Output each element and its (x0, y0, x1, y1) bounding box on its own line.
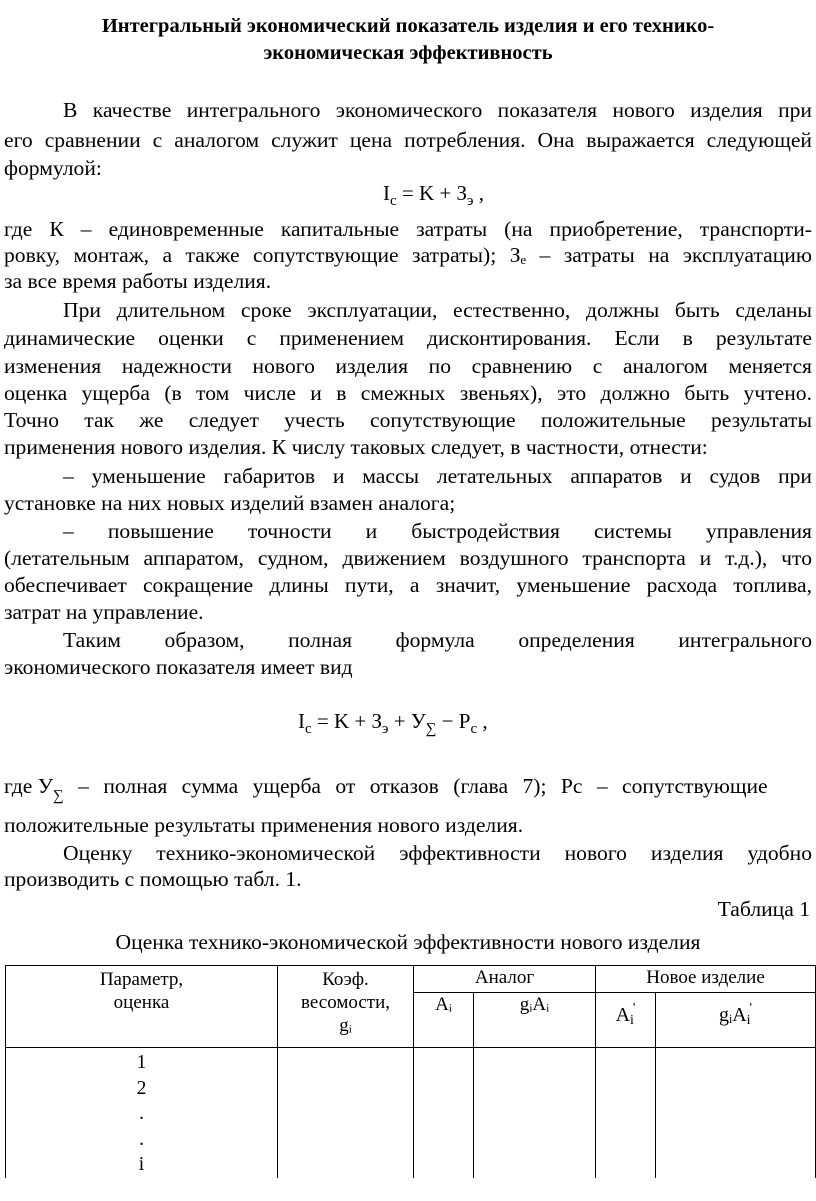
document-title-line-2: экономическая эффективность (263, 42, 553, 64)
explanation-2-line-1: где $У_\sum$ – полная сумма ущерба от отказов (глава 7); Pc – сопутствующие (4, 774, 768, 804)
header-new-a: Ai' (596, 993, 656, 1048)
paragraph-2-line-3: изменения надежности нового изделия по сравнению с аналогом меняется (4, 354, 812, 378)
list-item-2-line-2: (летательным аппаратом, судном, движением воздушного транспорта и т.д.), что (4, 546, 812, 570)
header-analog: Аналог (414, 966, 596, 993)
header-analog-ga: gᵢAᵢ (474, 993, 596, 1048)
list-item-2-line-1: – повышение точности и быстродействия системы управления (63, 519, 812, 543)
explanation-2-line-2: положительные результаты применения нового изделия. (4, 813, 524, 837)
formula-integral-indicator: $I_c = K + З_э + У_\sum - P_c$ , (298, 709, 488, 737)
table-caption: Оценка технико-экономической эффективности нового изделия (115, 930, 701, 954)
row-number-list (6, 1048, 277, 1178)
paragraph-3-line-1: Таким образом, полная формула определения интегрального (63, 628, 812, 652)
formula-consumption-price: $I_c = K + З_э$ , (383, 181, 484, 209)
header-new-product: Новое изделие (596, 966, 816, 993)
empty-cell (656, 1048, 816, 1178)
row-numbers-cell (6, 1048, 278, 1178)
paragraph-2-line-6: применения нового изделия. К числу таковых следует, в частности, отнести: (4, 435, 708, 459)
row-number: . (139, 1128, 144, 1150)
paragraph-4-line-1: Оценку технико-экономической эффективности нового изделия удобно (63, 841, 812, 865)
list-item-1-line-1: – уменьшение габаритов и массы летательных аппаратов и судов при (63, 464, 812, 488)
row-number: 1 (136, 1052, 147, 1073)
header-parameter: Параметр, оценка (6, 966, 278, 1048)
efficiency-table (5, 965, 816, 1178)
row-number: i (138, 1154, 145, 1175)
paragraph-4-line-2: производить с помощью табл. 1. (4, 867, 302, 891)
paragraph-2-line-2: динамические оценки с применением дисконтирования. Если в результате (4, 326, 812, 350)
paragraph-2-line-1: При длительном сроке эксплуатации, естественно, должны быть сделаны (63, 298, 812, 322)
header-weight-coefficient: Коэф. весомости, gᵢ (278, 966, 414, 1048)
empty-cell (474, 1048, 596, 1178)
paragraph-2-line-4: оценка ущерба (в том числе и в смежных звеньях), это должно быть учтено. (4, 381, 812, 405)
explanation-1-line-3: за все время работы изделия. (4, 269, 272, 293)
paragraph-1-line-2: его сравнении с аналогом служит цена потребления. Она выражается следующей (4, 128, 812, 152)
empty-cell (278, 1048, 414, 1178)
paragraph-3-line-2: экономического показателя имеет вид (4, 655, 353, 679)
row-number: . (139, 1103, 144, 1124)
document-title-line-1: Интегральный экономический показатель изделия и его технико- (101, 15, 715, 37)
list-item-2-line-3: обеспечивает сокращение длины пути, а значит, уменьшение расхода топлива, (4, 573, 812, 597)
list-item-2-line-4: затрат на управление. (4, 600, 204, 624)
empty-cell (414, 1048, 474, 1178)
header-new-ga: gᵢAi' (656, 993, 816, 1048)
list-item-1-line-2: установке на них новых изделий взамен аналога; (4, 491, 456, 515)
row-number: 2 (136, 1077, 147, 1099)
header-analog-a: Aᵢ (414, 993, 474, 1048)
paragraph-2-line-5: Точно так же следует учесть сопутствующие положительные результаты (4, 408, 812, 432)
empty-cell (596, 1048, 656, 1178)
explanation-1-line-2: ровку, монтаж, а также сопутствующие затраты); Зₑ – затраты на эксплуатацию (4, 243, 812, 267)
paragraph-1-line-3: формулой: (4, 156, 102, 180)
paragraph-1-line-1: В качестве интегрального экономического показателя нового изделия при (63, 98, 812, 122)
table-label: Таблица 1 (717, 897, 810, 921)
explanation-1-line-1: где К – единовременные капитальные затраты (на приобретение, транспорти- (4, 217, 812, 241)
